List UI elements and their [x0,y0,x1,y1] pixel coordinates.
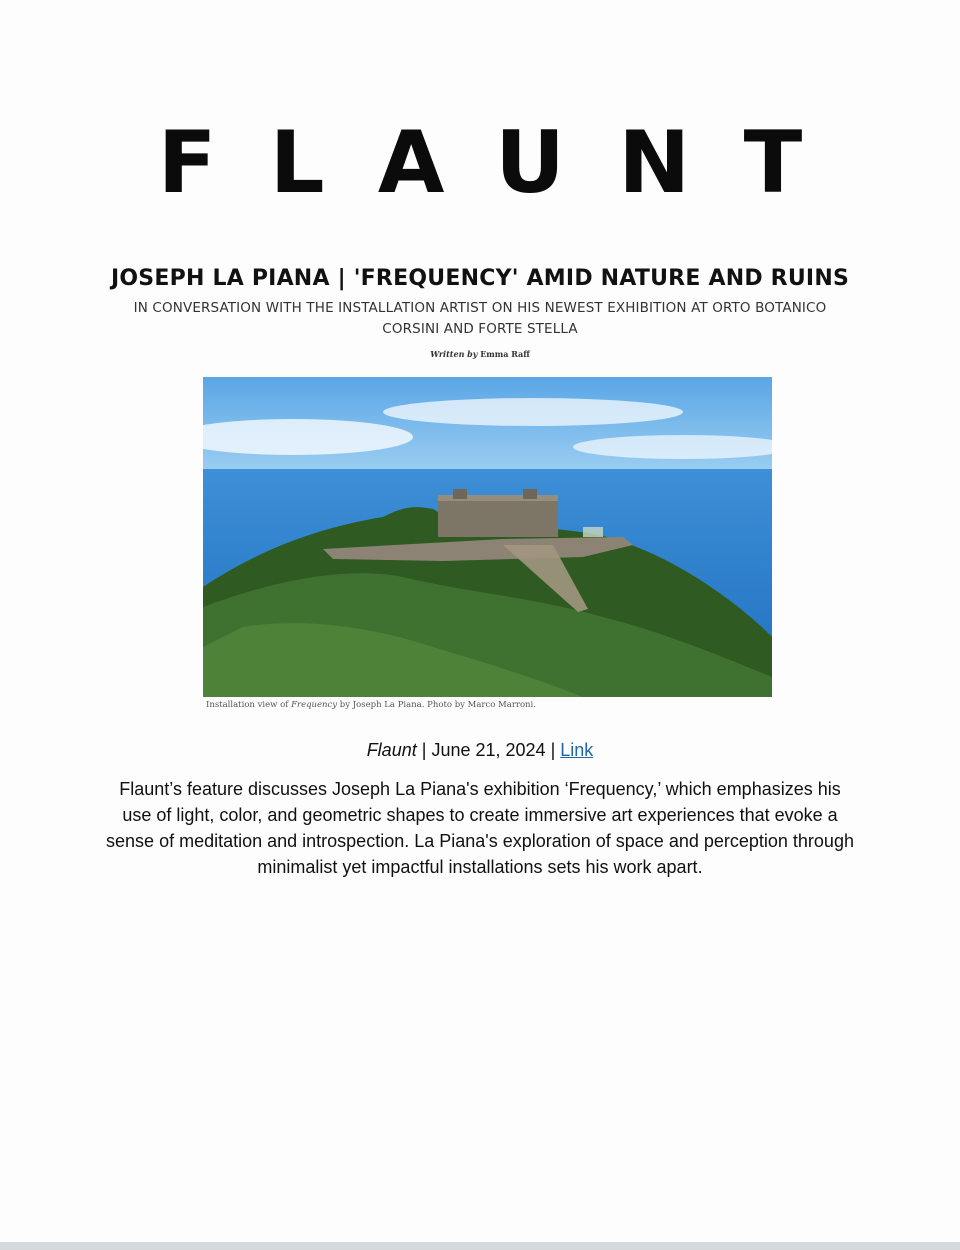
publication-date: June 21, 2024 [431,740,546,760]
bottom-divider [0,1242,960,1250]
caption-prefix: Installation view of [206,700,289,710]
article-subhead: IN CONVERSATION WITH THE INSTALLATION ARTIST ON HIS NEWEST EXHIBITION AT ORTO BOTANICO CORSINI AND FORTE STELLA [133,300,827,337]
publication-meta [0,738,960,762]
article-photo [203,377,772,697]
publication-name: Flaunt [366,740,417,760]
fortress-photo-illustration [203,377,772,697]
byline [0,348,960,360]
flaunt-logo: FLAUNT [157,113,856,213]
meta-separator: | [421,740,427,760]
article-link[interactable]: Link [560,740,594,760]
article-summary: Flaunt’s feature discusses Joseph La Piana's exhibition ‘Frequency,’ which emphasizes his use of light, color, and geometric shapes to create immersive art experiences that evoke a sense of meditation and introspection. La Piana's exploration of space and perception through minimalist yet impactful installations sets his work apart. [106,779,854,877]
meta-separator-2: | [550,740,556,760]
caption-title: Frequency [291,700,338,710]
byline-prefix: Written by [430,349,478,359]
caption-credit: by Joseph La Piana. Photo by Marco Marroni. [339,700,536,710]
photo-caption [206,699,772,711]
article-headline: JOSEPH LA PIANA | 'FREQUENCY' AMID NATURE AND RUINS [110,266,850,291]
byline-author: Emma Raff [480,349,530,359]
